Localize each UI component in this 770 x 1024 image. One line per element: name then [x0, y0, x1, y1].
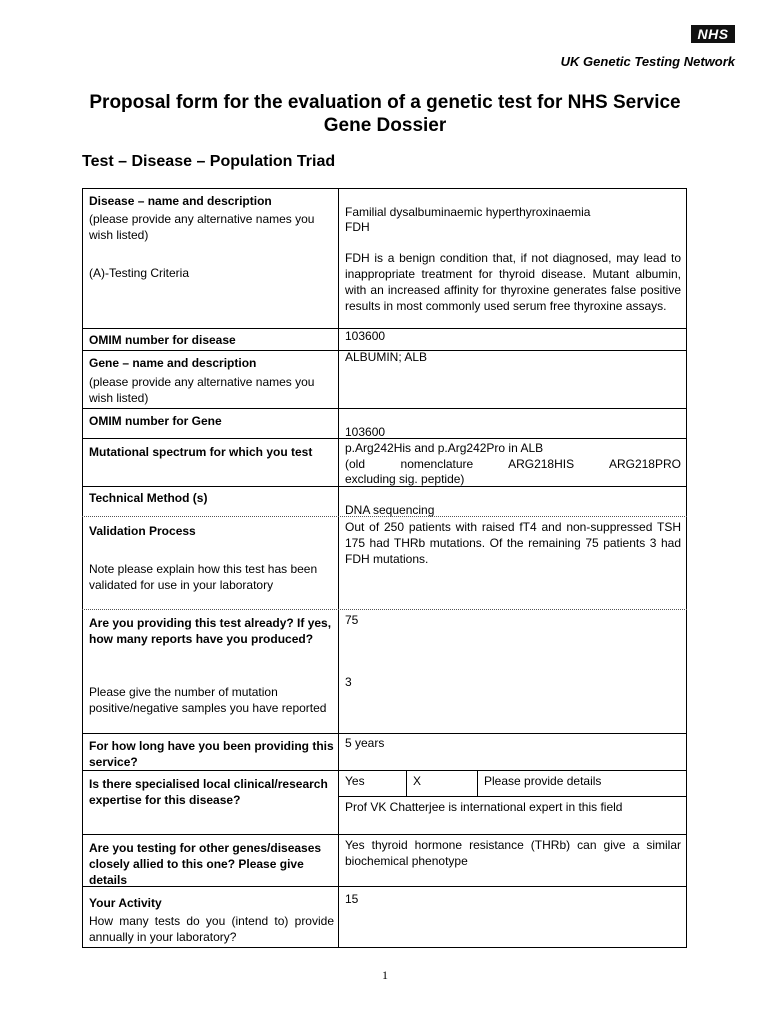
row-border [82, 770, 687, 771]
gene-value: ALBUMIN; ALB [345, 350, 428, 364]
expertise-yes-mark: X [413, 774, 422, 788]
omim-disease-value: 103600 [345, 329, 386, 343]
activity-value: 15 [345, 892, 359, 906]
disease-abbr-value: FDH [345, 220, 370, 234]
omim-gene-value: 103600 [345, 425, 386, 439]
providing-label: Are you providing this test already? If yes, how many reports have you produced? [89, 616, 332, 646]
page-title [0, 91, 770, 137]
title-line-2: Gene Dossier [323, 115, 447, 136]
activity-note: How many tests do you (intend to) provide annually in your laboratory? [89, 914, 334, 944]
technical-method-label: Technical Method (s) [89, 491, 208, 505]
gene-label: Gene – name and description [89, 356, 257, 370]
nhs-logo: NHS [691, 25, 735, 43]
providing-note: Please give the number of mutation positive/negative samples you have reported [89, 685, 327, 715]
title-line-1: Proposal form for the evaluation of a genetic test for NHS Service [89, 92, 681, 113]
disease-name-value: Familial dysalbuminaemic hyperthyroxinaemia [345, 205, 591, 219]
section-heading: Test – Disease – Population Triad [82, 153, 336, 170]
omim-gene-label: OMIM number for Gene [89, 414, 222, 428]
network-name: UK Genetic Testing Network [560, 54, 735, 69]
expertise-yes-label: Yes [345, 774, 365, 788]
gene-note: (please provide any alternative names you wish listed) [89, 375, 315, 405]
expertise-value: Prof VK Chatterjee is international expert in this field [345, 800, 623, 814]
row-border [82, 834, 687, 835]
expertise-label: Is there specialised local clinical/research expertise for this disease? [89, 777, 328, 807]
duration-label: For how long have you been providing this service? [89, 739, 334, 769]
mutational-value-line-3: excluding sig. peptide) [345, 472, 465, 486]
providing-note-value: 3 [345, 675, 352, 689]
mutational-label: Mutational spectrum for which you test [89, 445, 313, 459]
providing-value: 75 [345, 613, 359, 627]
row-border [82, 947, 687, 948]
expertise-details-label: Please provide details [484, 774, 602, 788]
validation-value: Out of 250 patients with raised fT4 and non-suppressed TSH 175 had THRb mutations. Of the remaining 75 patients 3 had FDH mutations. [345, 520, 681, 566]
row-border [82, 408, 687, 409]
page-number: 1 [382, 968, 388, 982]
activity-label: Your Activity [89, 896, 162, 910]
expertise-inner-divider [477, 770, 478, 796]
duration-value: 5 years [345, 736, 385, 750]
row-border [82, 609, 687, 610]
disease-description-value: FDH is a benign condition that, if not diagnosed, may lead to inappropriate treatment for thyroid disease. Mutant albumin, with an increased affinity for thyroxine generates false positive results in most commonly used serum free thyroxine assays. [345, 251, 681, 313]
other-genes-label: Are you testing for other genes/diseases closely allied to this one? Please give details [89, 841, 322, 887]
disease-note: (please provide any alternative names you wish listed) [89, 212, 315, 242]
other-genes-value: Yes thyroid hormone resistance (THRb) can give a similar biochemical phenotype [345, 838, 681, 868]
expertise-inner-divider [406, 770, 407, 796]
testing-criteria-label: (A)-Testing Criteria [89, 266, 190, 280]
omim-disease-label: OMIM number for disease [89, 333, 236, 347]
technical-method-value: DNA sequencing [345, 503, 435, 517]
validation-label: Validation Process [89, 524, 196, 538]
validation-note: Note please explain how this test has been validated for use in your laboratory [89, 562, 318, 592]
expertise-inner-border [338, 796, 687, 797]
disease-label: Disease – name and description [89, 194, 272, 208]
mutational-value-line-2: (old nomenclature ARG218HIS ARG218PRO [345, 457, 681, 471]
mutational-value-line-1: p.Arg242His and p.Arg242Pro in ALB [345, 441, 544, 455]
row-border [82, 733, 687, 734]
row-border [82, 188, 687, 189]
